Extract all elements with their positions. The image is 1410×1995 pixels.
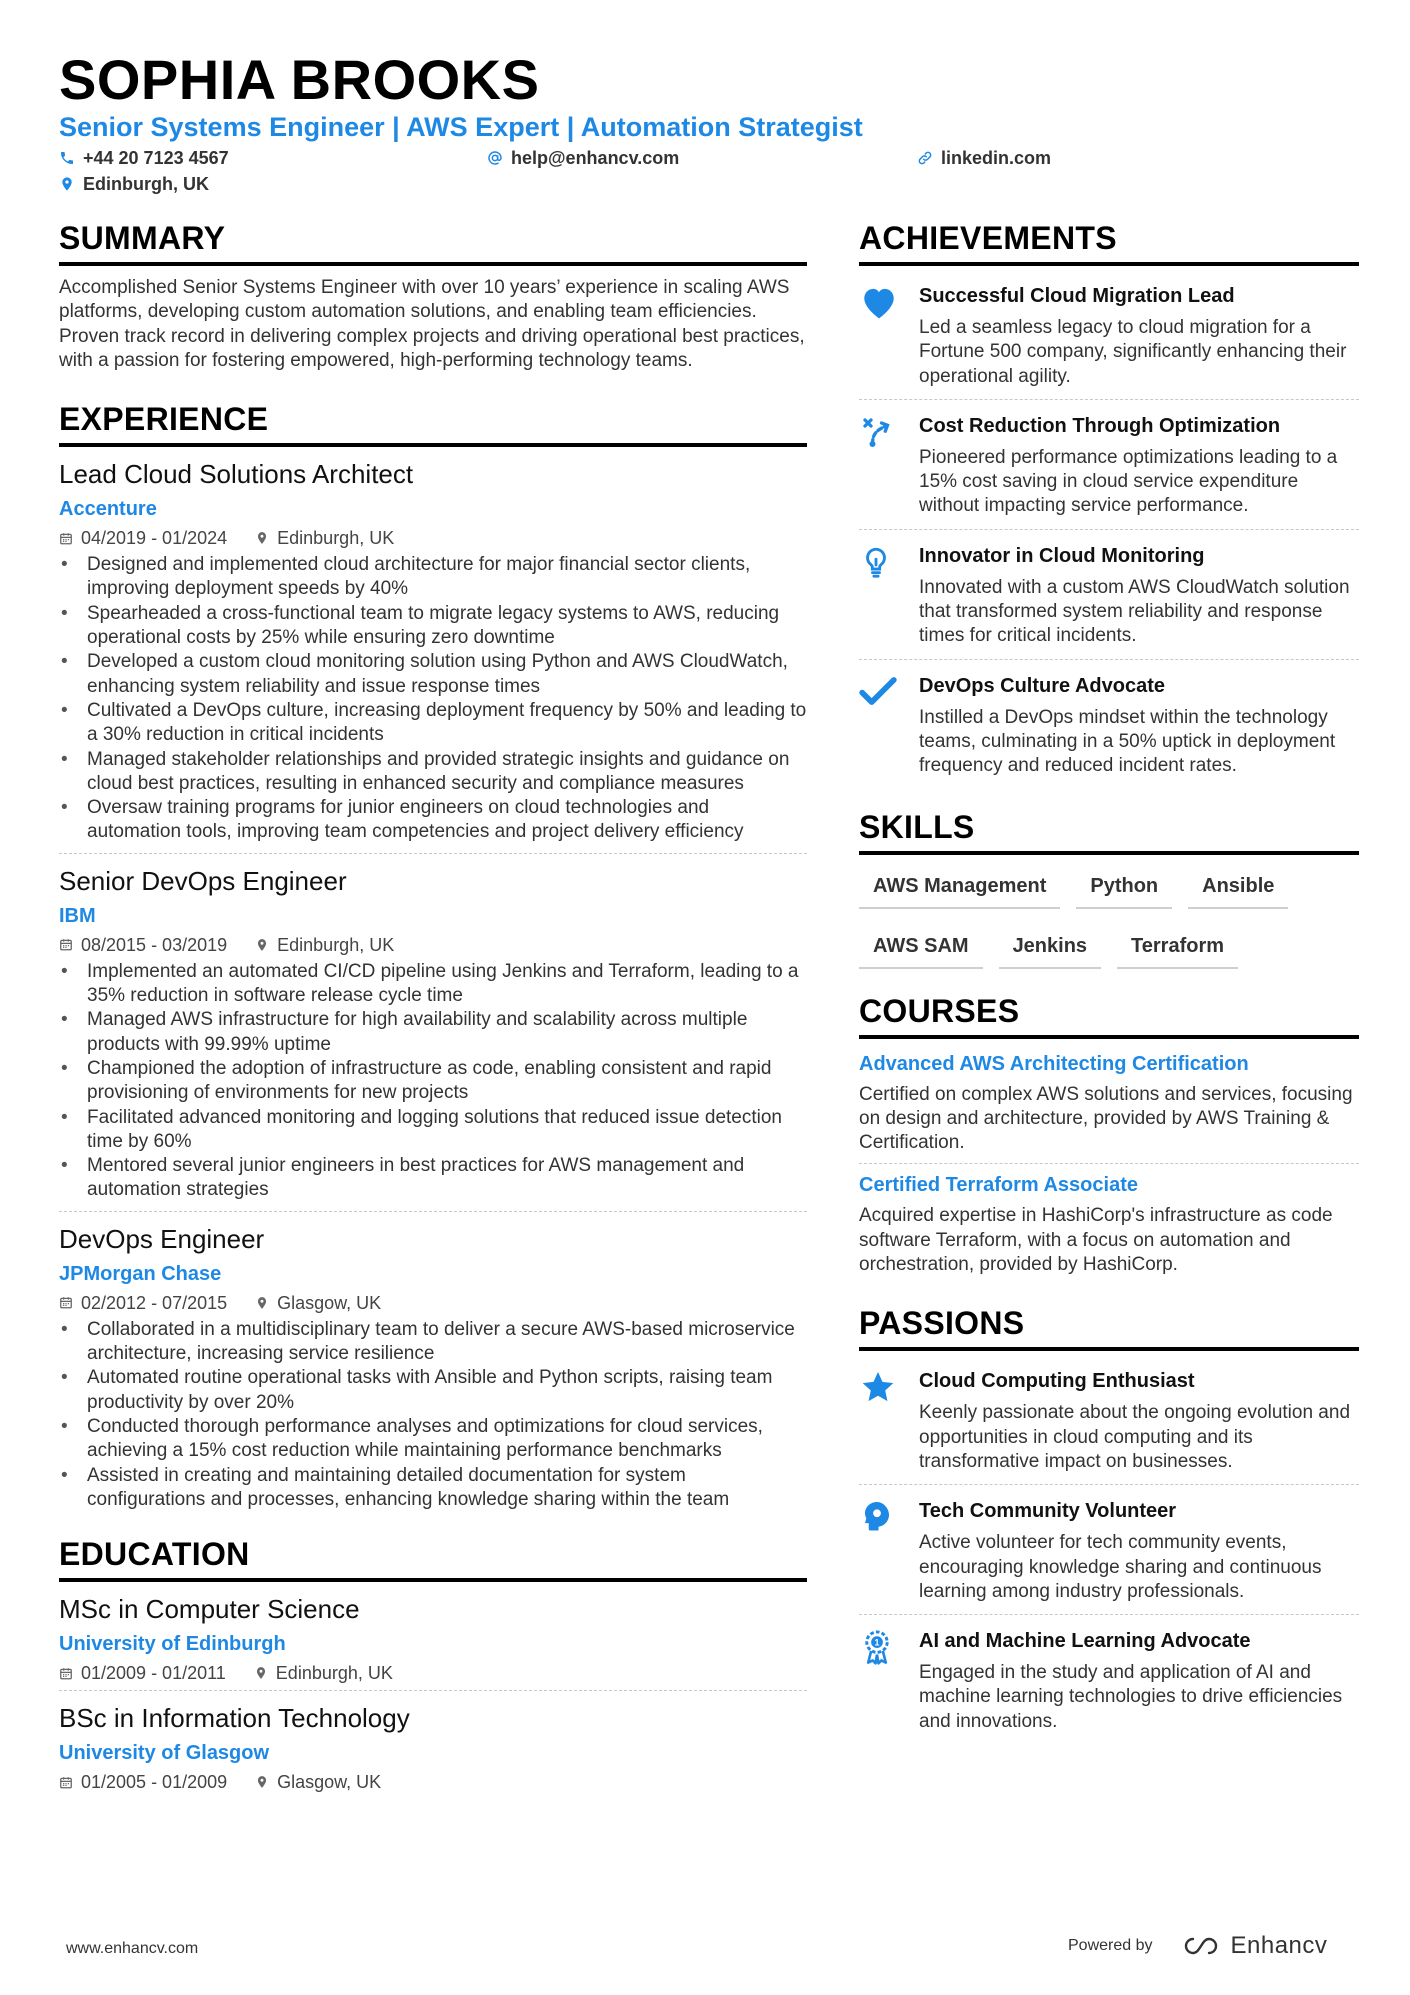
- achievements-title: ACHIEVEMENTS: [859, 218, 1359, 266]
- passions-description: Keenly passionate about the ongoing evolution and opportunities in cloud computing and its transformative impact on businesses.: [919, 1402, 1351, 1472]
- achievements-description: Innovated with a custom AWS CloudWatch solution that transformed system reliability and response times for critical incidents.: [919, 576, 1350, 647]
- location: [255, 525, 394, 551]
- school-name[interactable]: University of Glasgow: [59, 1742, 270, 1765]
- skill-tag: AWS SAM: [859, 925, 983, 969]
- check-icon: [859, 672, 919, 779]
- summary-text: Accomplished Senior Systems Engineer with over 10 years’ experience in scaling AWS platforms, developing custom automation solutions, and enabling team efficiencies. Proven track record in delivering complex projects and driving operational best practices, with a passion for fostering empowered, high-performing technology teams.: [59, 277, 805, 371]
- date-range: [59, 1769, 227, 1795]
- achievements-body: [919, 282, 1359, 389]
- contact-email[interactable]: [487, 146, 679, 170]
- right-column: [859, 218, 1359, 1744]
- job-title: Senior DevOps Engineer: [59, 865, 347, 896]
- job-entry: [59, 853, 807, 1211]
- location-pin-icon: [255, 530, 269, 546]
- calendar-icon: [59, 937, 73, 952]
- course-entry: [859, 1043, 1359, 1164]
- location-text: Edinburgh, UK: [83, 174, 209, 194]
- course-title[interactable]: Certified Terraform Associate: [859, 1174, 1138, 1197]
- email-text: help@enhancv.com: [511, 148, 680, 168]
- degree-title: MSc in Computer Science: [59, 1594, 360, 1625]
- date-text: 02/2012 - 07/2015: [81, 1292, 228, 1313]
- bullet-item: • Championed the adoption of infrastructure as code, enabling consistent and rapid provisioning of environments for new projects: [59, 1057, 807, 1106]
- powered-by-label: Powered by: [1068, 1937, 1153, 1954]
- achievements-body: [919, 672, 1359, 779]
- bullet-item: • Designed and implemented cloud architecture for major financial sector clients, improving deployment speeds by 40%: [59, 553, 807, 602]
- summary-title: SUMMARY: [59, 218, 807, 266]
- achievements-title: Successful Cloud Migration Lead: [919, 285, 1235, 307]
- heart-icon: [859, 282, 919, 389]
- education-entry: [59, 1592, 807, 1690]
- footer-branding: [1068, 1932, 1327, 1960]
- enhancv-logo-icon: [1179, 1934, 1223, 1958]
- phone-icon: [59, 150, 75, 166]
- location: [255, 1290, 381, 1316]
- location-pin-icon: [255, 937, 269, 953]
- job-title: DevOps Engineer: [59, 1223, 265, 1254]
- location-text: Glasgow, UK: [277, 1772, 382, 1793]
- achievements-section: [859, 218, 1359, 789]
- location-text: Edinburgh, UK: [277, 528, 395, 549]
- bullet-item: • Collaborated in a multidisciplinary team to deliver a secure AWS-based microservice architecture, increasing service resilience: [59, 1318, 807, 1367]
- achievements-item: [859, 659, 1359, 789]
- link-icon: [917, 150, 933, 166]
- education-entry: [59, 1690, 807, 1799]
- left-column: [59, 218, 807, 1799]
- calendar-icon: [59, 1775, 73, 1790]
- bullet-item: • Conducted thorough performance analyses and optimizations for cloud services, achieving a 15% cost reduction while maintaining performance benchmarks: [59, 1415, 807, 1464]
- bullet-item: • Managed stakeholder relationships and provided strategic insights and guidance on cloud best practices, resulting in enhanced security and compliance measures: [59, 748, 807, 797]
- candidate-name: SOPHIA BROOKS: [59, 48, 540, 111]
- at-icon: [487, 150, 503, 166]
- location-text: Edinburgh, UK: [275, 1663, 393, 1684]
- location-pin-icon: [254, 1665, 268, 1681]
- course-description: Certified on complex AWS solutions and services, focusing on design and architecture, provided by AWS Training & Certification.: [859, 1083, 1353, 1154]
- experience-section: [59, 399, 807, 1520]
- award-icon: [859, 1627, 919, 1734]
- achievements-item: [859, 270, 1359, 399]
- location-pin-icon: [59, 176, 75, 192]
- school-name[interactable]: University of Edinburgh: [59, 1633, 286, 1656]
- company-name[interactable]: IBM: [59, 904, 96, 927]
- education-list: [59, 1592, 807, 1799]
- achievements-item: [859, 399, 1359, 529]
- achievements-description: Led a seamless legacy to cloud migration for a Fortune 500 company, significantly enhancing their operational agility.: [919, 317, 1347, 387]
- date-range: [59, 1290, 227, 1316]
- calendar-icon: [59, 531, 73, 546]
- location-text: Glasgow, UK: [277, 1292, 382, 1313]
- footer-website[interactable]: www.enhancv.com: [66, 1940, 199, 1957]
- course-title[interactable]: Advanced AWS Architecting Certification: [859, 1052, 1249, 1075]
- contact-linkedin[interactable]: [917, 146, 1051, 170]
- skill-tag: Ansible: [1188, 865, 1288, 909]
- contact-phone: [59, 146, 229, 170]
- skills-title: SKILLS: [859, 807, 1359, 855]
- job-bullets: [59, 553, 807, 845]
- phone-text: +44 20 7123 4567: [83, 148, 229, 168]
- education-section: [59, 1534, 807, 1799]
- courses-title: COURSES: [859, 991, 1359, 1039]
- svg-text:1: 1: [874, 1637, 880, 1648]
- skill-tag: Jenkins: [999, 925, 1101, 969]
- lightbulb-icon: [859, 542, 919, 649]
- passions-title: AI and Machine Learning Advocate: [919, 1630, 1251, 1653]
- passions-item: [859, 1484, 1359, 1614]
- date-text: 08/2015 - 03/2019: [81, 934, 228, 955]
- skill-tag: Python: [1076, 865, 1172, 909]
- candidate-headline: Senior Systems Engineer | AWS Expert | Automation Strategist: [59, 112, 863, 142]
- passions-title: Tech Community Volunteer: [919, 1500, 1177, 1523]
- education-title: EDUCATION: [59, 1534, 807, 1582]
- calendar-icon: [59, 1666, 73, 1681]
- job-entry: [59, 1211, 807, 1520]
- experience-title: EXPERIENCE: [59, 399, 807, 447]
- achievements-title: Cost Reduction Through Optimization: [919, 414, 1281, 437]
- head-icon: [859, 1497, 919, 1604]
- job-entry: [59, 457, 807, 853]
- linkedin-text: linkedin.com: [941, 148, 1052, 168]
- achievements-description: Instilled a DevOps mindset within the technology teams, culminating in a 50% uptick in deployment frequency and reduced incident rates.: [919, 706, 1336, 777]
- degree-title: BSc in Information Technology: [59, 1703, 410, 1734]
- passions-body: [919, 1367, 1359, 1474]
- passions-section: [859, 1303, 1359, 1744]
- passions-list: [859, 1355, 1359, 1744]
- bullet-item: • Managed AWS infrastructure for high availability and scalability across multiple products with 99.99% uptime: [59, 1008, 807, 1057]
- skill-tag: Terraform: [1117, 925, 1238, 969]
- bullet-item: • Spearheaded a cross-functional team to migrate legacy systems to AWS, reducing operational costs by 25% while ensuring zero downtime: [59, 602, 807, 651]
- achievements-description: Pioneered performance optimizations leading to a 15% cost saving in cloud service expenditure without impacting service performance.: [919, 446, 1338, 517]
- skills-section: [859, 807, 1359, 985]
- bullet-item: • Oversaw training programs for junior engineers on cloud technologies and automation tools, improving team competencies and project delivery efficiency: [59, 796, 807, 845]
- location-pin-icon: [255, 1774, 269, 1790]
- achievements-item: [859, 529, 1359, 659]
- achievements-title: DevOps Culture Advocate: [919, 674, 1165, 697]
- enhancv-logo[interactable]: [1179, 1932, 1328, 1960]
- date-location-row: [59, 1660, 807, 1686]
- achievements-body: [919, 412, 1359, 519]
- course-description: Acquired expertise in HashiCorp's infrastructure as code software Terraform, with a focus on automation and orchestration, provided by HashiCorp.: [859, 1205, 1333, 1276]
- location: [255, 1769, 381, 1795]
- passions-item: [859, 1614, 1359, 1744]
- bullet-item: • Mentored several junior engineers in best practices for AWS management and automation strategies: [59, 1154, 807, 1203]
- passions-body: [919, 1497, 1359, 1604]
- passions-body: [919, 1627, 1359, 1734]
- courses-section: [859, 991, 1359, 1286]
- location: [255, 932, 394, 958]
- job-title: Lead Cloud Solutions Architect: [59, 459, 414, 490]
- skill-tag: AWS Management: [859, 865, 1060, 909]
- passions-title: Cloud Computing Enthusiast: [919, 1370, 1195, 1393]
- experience-list: [59, 457, 807, 1520]
- date-text: 01/2005 - 01/2009: [81, 1772, 228, 1793]
- location: [254, 1660, 393, 1686]
- job-bullets: [59, 960, 807, 1203]
- location-pin-icon: [255, 1295, 269, 1311]
- passions-description: Active volunteer for tech community events, encouraging knowledge sharing and continuous learning among industry professionals.: [919, 1532, 1322, 1602]
- courses-list: [859, 1043, 1359, 1286]
- bullet-item: • Assisted in creating and maintaining detailed documentation for system configurations and processes, enhancing knowledge sharing within the team: [59, 1464, 807, 1513]
- course-entry: [859, 1163, 1359, 1285]
- bullet-item: • Implemented an automated CI/CD pipeline using Jenkins and Terraform, leading to a 35% reduction in software release cycle time: [59, 960, 807, 1009]
- bullet-item: • Developed a custom cloud monitoring solution using Python and AWS CloudWatch, enhancing system reliability and issue response times: [59, 650, 807, 699]
- passions-item: [859, 1355, 1359, 1484]
- date-location-row: [59, 932, 807, 958]
- bullet-item: • Cultivated a DevOps culture, increasing deployment frequency by 50% and leading to a 30% reduction in critical incidents: [59, 699, 807, 748]
- date-range: [59, 932, 227, 958]
- job-bullets: [59, 1318, 807, 1512]
- passions-title: PASSIONS: [859, 1303, 1359, 1351]
- location-text: Edinburgh, UK: [277, 934, 395, 955]
- date-location-row: [59, 1290, 807, 1316]
- contact-location: [59, 172, 209, 196]
- date-range: [59, 525, 227, 551]
- company-name[interactable]: JPMorgan Chase: [59, 1262, 222, 1285]
- date-text: 01/2009 - 01/2011: [81, 1663, 226, 1684]
- achievements-title: Innovator in Cloud Monitoring: [919, 544, 1205, 567]
- bullet-item: • Automated routine operational tasks with Ansible and Python scripts, raising team productivity by over 20%: [59, 1366, 807, 1415]
- summary-section: [59, 218, 807, 373]
- date-location-row: [59, 1769, 807, 1795]
- achievements-list: [859, 270, 1359, 789]
- company-name[interactable]: Accenture: [59, 498, 157, 521]
- achievements-body: [919, 542, 1359, 649]
- star-icon: [859, 1367, 919, 1474]
- date-location-row: [59, 525, 807, 551]
- date-range: [59, 1660, 226, 1686]
- bullet-item: • Facilitated advanced monitoring and logging solutions that reduced issue detection time by 60%: [59, 1106, 807, 1155]
- skills-list: [859, 865, 1359, 985]
- date-text: 04/2019 - 01/2024: [81, 528, 228, 549]
- passions-description: Engaged in the study and application of AI and machine learning technologies to drive efficiencies and innovations.: [919, 1662, 1343, 1732]
- path-icon: [859, 412, 919, 519]
- calendar-icon: [59, 1295, 73, 1310]
- brand-name: Enhancv: [1230, 1932, 1328, 1959]
